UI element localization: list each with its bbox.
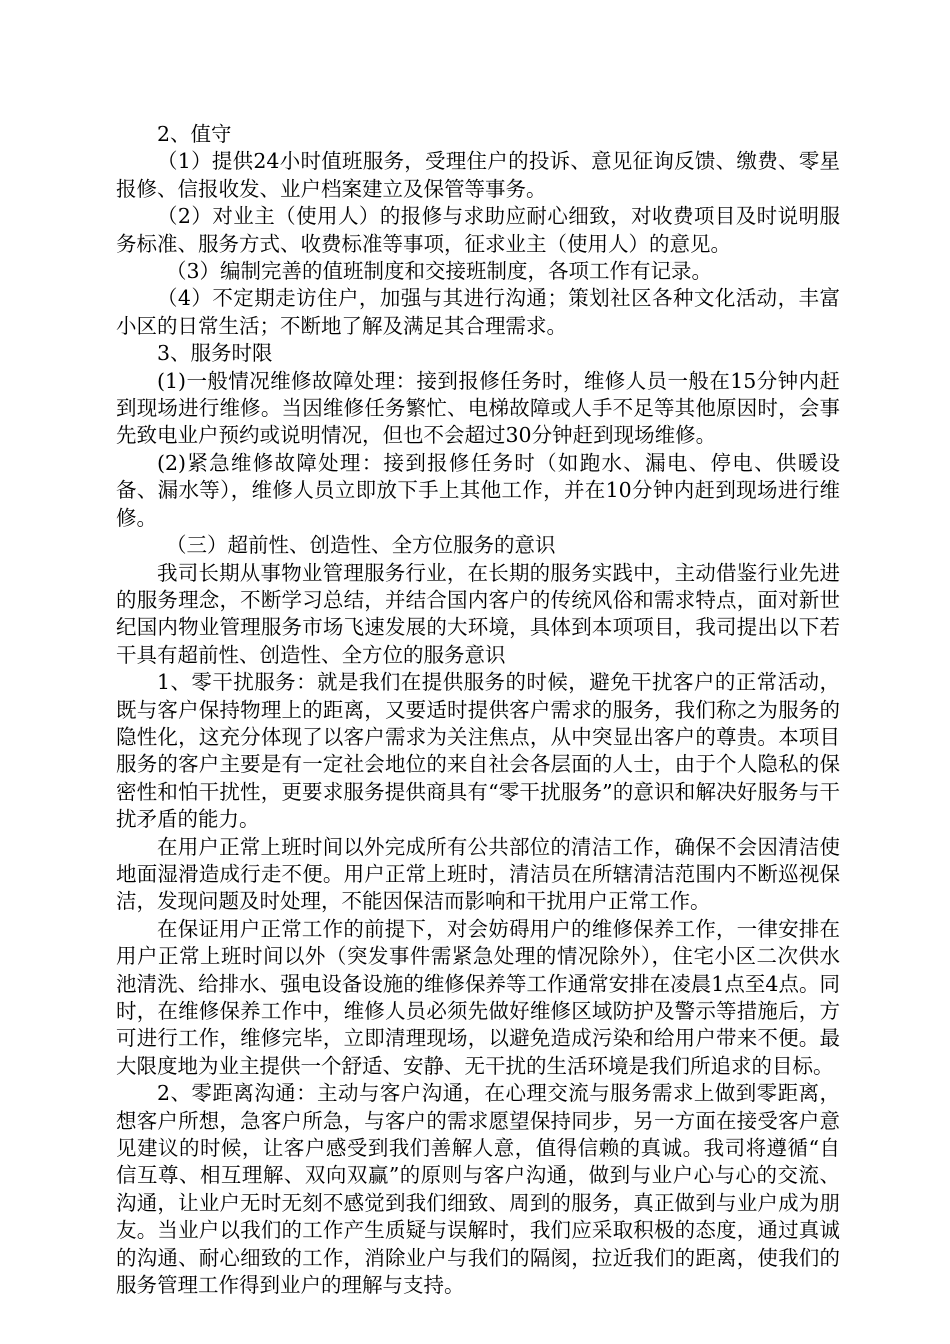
- duty-item-1: （1）提供24小时值班服务，受理住户的投诉、意见征询反馈、缴费、零星报修、信报收发、业户档案建立及保管等事务。: [116, 149, 840, 201]
- zero-distance-communication: 2、零距离沟通：主动与客户沟通，在心理交流与服务需求上做到零距离，想客户所想，急客户所急，与客户的需求愿望保持同步，另一方面在接受客户意见建议的时候，让客户感受到我们善解人意，值得信赖的真诚。我司将遵循“自信互尊、相互理解、双向双赢”的原则与客户沟通，做到与业户心与心的交流、沟通，让业户无时无刻不感觉到我们细致、周到的服务，真正做到与业户成为朋友。当业户以我们的工作产生质疑与误解时，我们应采取积极的态度，通过真诚的沟通、耐心细致的工作，消除业户与我们的隔阂，拉近我们的距离，使我们的服务管理工作得到业户的理解与支持。: [116, 1081, 840, 1298]
- duty-item-4: （4）不定期走访住户，加强与其进行沟通；策划社区各种文化活动，丰富小区的日常生活；不断地了解及满足其合理需求。: [116, 286, 840, 338]
- document-page: [116, 121, 840, 1299]
- awareness-intro: 我司长期从事物业管理服务行业，在长期的服务实践中，主动借鉴行业先进的服务理念，不断学习总结，并结合国内客户的传统风俗和需求特点，面对新世纪国内物业管理服务市场飞速发展的大环境，具体到本项项目，我司提出以下若干具有超前性、创造性、全方位的服务意识: [116, 560, 840, 667]
- section-heading-duty: 2、值守: [157, 122, 232, 146]
- zero-interference-service: 1、零干扰服务：就是我们在提供服务的时候，避免干扰客户的正常活动，既与客户保持物理上的距离，又要适时提供客户需求的服务，我们称之为服务的隐性化，这充分体现了以客户需求为关注焦点，从中突显出客户的尊贵。本项目服务的客户主要是有一定社会地位的来自社会各层面的人士，由于个人隐私的保密性和怕干扰性，更要求服务提供商具有“零干扰服务”的意识和解决好服务与干扰矛盾的能力。: [116, 670, 840, 832]
- service-time-item-1: (1)一般情况维修故障处理：接到报修任务时，维修人员一般在15分钟内赶到现场进行维修。当因维修任务繁忙、电梯故障或人手不足等其他原因时，会事先致电业户预约或说明情况，但也不会超过30分钟赶到现场维修。: [116, 368, 840, 448]
- duty-item-2: （2）对业主（使用人）的报修与求助应耐心细致，对收费项目及时说明服务标准、服务方式、收费标准等事项，征求业主（使用人）的意见。: [116, 204, 840, 256]
- maintenance-schedule-paragraph: 在保证用户正常工作的前提下，对会妨碍用户的维修保养工作，一律安排在用户正常上班时间以外（突发事件需紧急处理的情况除外），住宅小区二次供水池清洗、给排水、强电设备设施的维修保养等工作通常安排在凌晨1点至4点。同时，在维修保养工作中，维修人员必须先做好维修区域防护及警示等措施后，方可进行工作，维修完毕，立即清理现场，以避免造成污染和给用户带来不便。最大限度地为业主提供一个舒适、安静、无干扰的生活环境是我们所追求的目标。: [116, 916, 840, 1078]
- section-heading-service-awareness: （三）超前性、创造性、全方位服务的意识: [166, 533, 556, 558]
- section-heading-service-time: 3、服务时限: [157, 341, 273, 366]
- service-time-item-2: (2)紧急维修故障处理：接到报修任务时（如跑水、漏电、停电、供暖设备、漏水等），维修人员立即放下手上其他工作，并在10分钟内赶到现场进行维修。: [116, 450, 840, 530]
- cleaning-schedule-paragraph: 在用户正常上班时间以外完成所有公共部位的清洁工作，确保不会因清洁使地面湿滑造成行走不便。用户正常上班时，清洁员在所辖清洁范围内不断巡视保洁，发现问题及时处理，不能因保洁而影响和干扰用户正常工作。: [116, 834, 840, 914]
- duty-item-3: （3）编制完善的值班制度和交接班制度，各项工作有记录。: [166, 259, 713, 284]
